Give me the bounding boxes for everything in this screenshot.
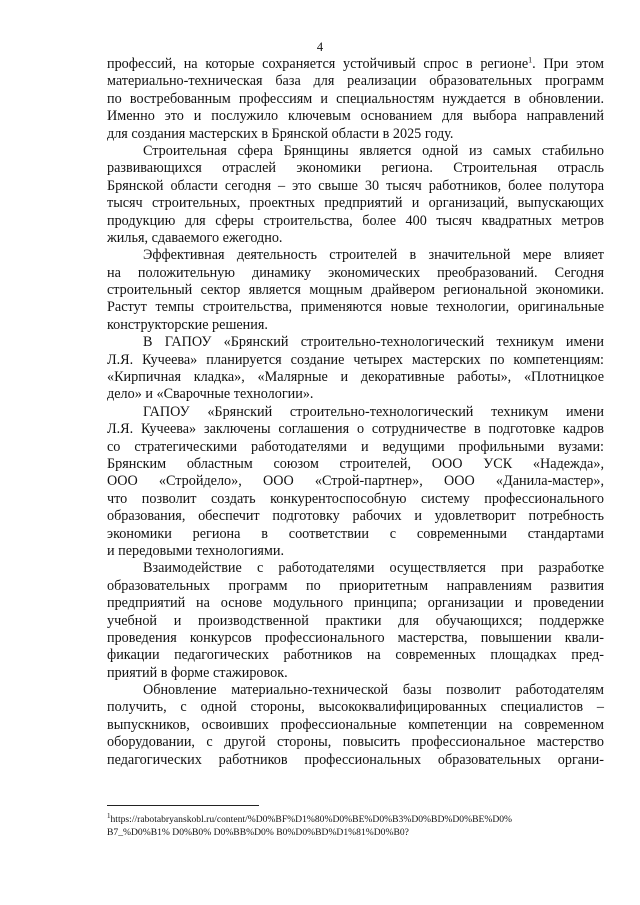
text-line: Эффективная деятельность строителей в значительной мере влияет xyxy=(143,247,604,264)
text-line: образования, обеспечит подготовку рабочих и удовлетворит потребность xyxy=(107,508,604,525)
footnote xyxy=(107,811,604,839)
text-line-content: профессий, на которые сохраняется устойчивый спрос в регионе xyxy=(107,56,529,72)
footnote-line xyxy=(107,811,604,827)
text-line: для создания мастерских в Брянской области в 2025 году. xyxy=(107,125,454,142)
text-line: Строительная сфера Брянщины является одной из самых стабильно xyxy=(143,142,604,159)
text-line: жилья, сдаваемого ежегодно. xyxy=(107,229,283,246)
footnote-separator xyxy=(107,805,259,806)
text-line: фикации педагогических работников на современных площадках пред- xyxy=(107,647,604,664)
body-text xyxy=(107,56,604,769)
text-line xyxy=(107,56,604,73)
text-line: Л.Я. Кучеева» заключены соглашения о сотрудничестве в подготовке кадров xyxy=(107,421,604,438)
page-number: 4 xyxy=(316,40,324,54)
text-line: Брянским областным союзом строителей, ООО УСК «Надежда», xyxy=(107,455,604,472)
text-line: по востребованным профессиям и специальностям нуждается в обновлении. xyxy=(107,90,604,107)
text-line: приятий в форме стажировок. xyxy=(107,664,288,681)
text-line-tail: . При этом xyxy=(532,56,604,72)
text-line: В ГАПОУ «Брянский строительно-технологический техникум имени xyxy=(143,334,604,351)
text-line: экономики региона в соответствии с современными стандартами xyxy=(107,525,604,542)
footnote-marker: 1 xyxy=(107,811,111,820)
text-line: строительный сектор является мощным драйвером региональной экономики. xyxy=(107,282,604,299)
text-line: получить, с одной стороны, высококвалифицированных специалистов – xyxy=(107,699,604,716)
footnote-line[interactable]: B7_%D0%B1% D0%B0% D0%BB%D0% B0%D0%BD%D1%81%D0%B0? xyxy=(107,826,409,838)
text-line: и передовыми технологиями. xyxy=(107,542,285,559)
footnote-link[interactable]: https://rabotabryanskobl.ru/content/%D0%BF%D1%80%D0%BE%D0%B3%D0%BD%D0%BE%D0% xyxy=(110,814,513,825)
text-line: учебной и производственной практики для обучающихся; поддержке xyxy=(107,612,604,629)
text-line: Брянской области сегодня – это свыше 30 тысяч работников, более полутора xyxy=(107,177,604,194)
text-line: Растут темпы строительства, применяются новые технологии, оригинальные xyxy=(107,299,604,316)
text-line: Обновление материально-технической базы позволит работодателям xyxy=(143,682,604,699)
text-line: «Кирпичная кладка», «Малярные и декоративные работы», «Плотницкое xyxy=(107,369,604,386)
text-line: дело» и «Сварочные технологии». xyxy=(107,386,314,403)
text-line: оборудовании, с другой стороны, повысить профессиональное мастерство xyxy=(107,734,604,751)
text-line: со стратегическими работодателями и ведущими профильными вузами: xyxy=(107,438,604,455)
text-line: тысяч строительных, проектных предприятий и организаций, выпускающих xyxy=(107,195,604,212)
text-line: материально-техническая база для реализации образовательных программ xyxy=(107,73,604,90)
text-line: предприятий на основе модульного принципа; организации и проведении xyxy=(107,595,604,612)
text-line: образовательных программ по приоритетным направлениям развития xyxy=(107,577,604,594)
footnote-reference[interactable]: 1 xyxy=(528,55,533,65)
text-line: продукцию для сферы строительства, более 400 тысяч квадратных метров xyxy=(107,212,604,229)
text-line: ГАПОУ «Брянский строительно-технологический техникум имени xyxy=(143,403,604,420)
text-line: конструкторские решения. xyxy=(107,316,268,333)
text-line: Именно это и послужило ключевым основанием для выбора направлений xyxy=(107,108,604,125)
text-line: выпускников, освоивших профессиональные компетенции на современном xyxy=(107,716,604,733)
text-line: педагогических работников профессиональных образовательных органи- xyxy=(107,751,604,768)
text-line: Взаимодействие с работодателями осуществляется при разработке xyxy=(143,560,604,577)
text-line: на положительную динамику экономических преобразований. Сегодня xyxy=(107,264,604,281)
text-line: Л.Я. Кучеева» планируется создание четырех мастерских по компетенциям: xyxy=(107,351,604,368)
text-line: ООО «Стройдело», ООО «Строй-партнер», ООО «Данила-мастер», xyxy=(107,473,604,490)
text-line: что позволит создать конкурентоспособную систему профессионального xyxy=(107,490,604,507)
text-line: проведения конкурсов профессионального мастерства, повышении квали- xyxy=(107,629,604,646)
text-line: развивающихся отраслей экономики региона. Строительная отрасль xyxy=(107,160,604,177)
